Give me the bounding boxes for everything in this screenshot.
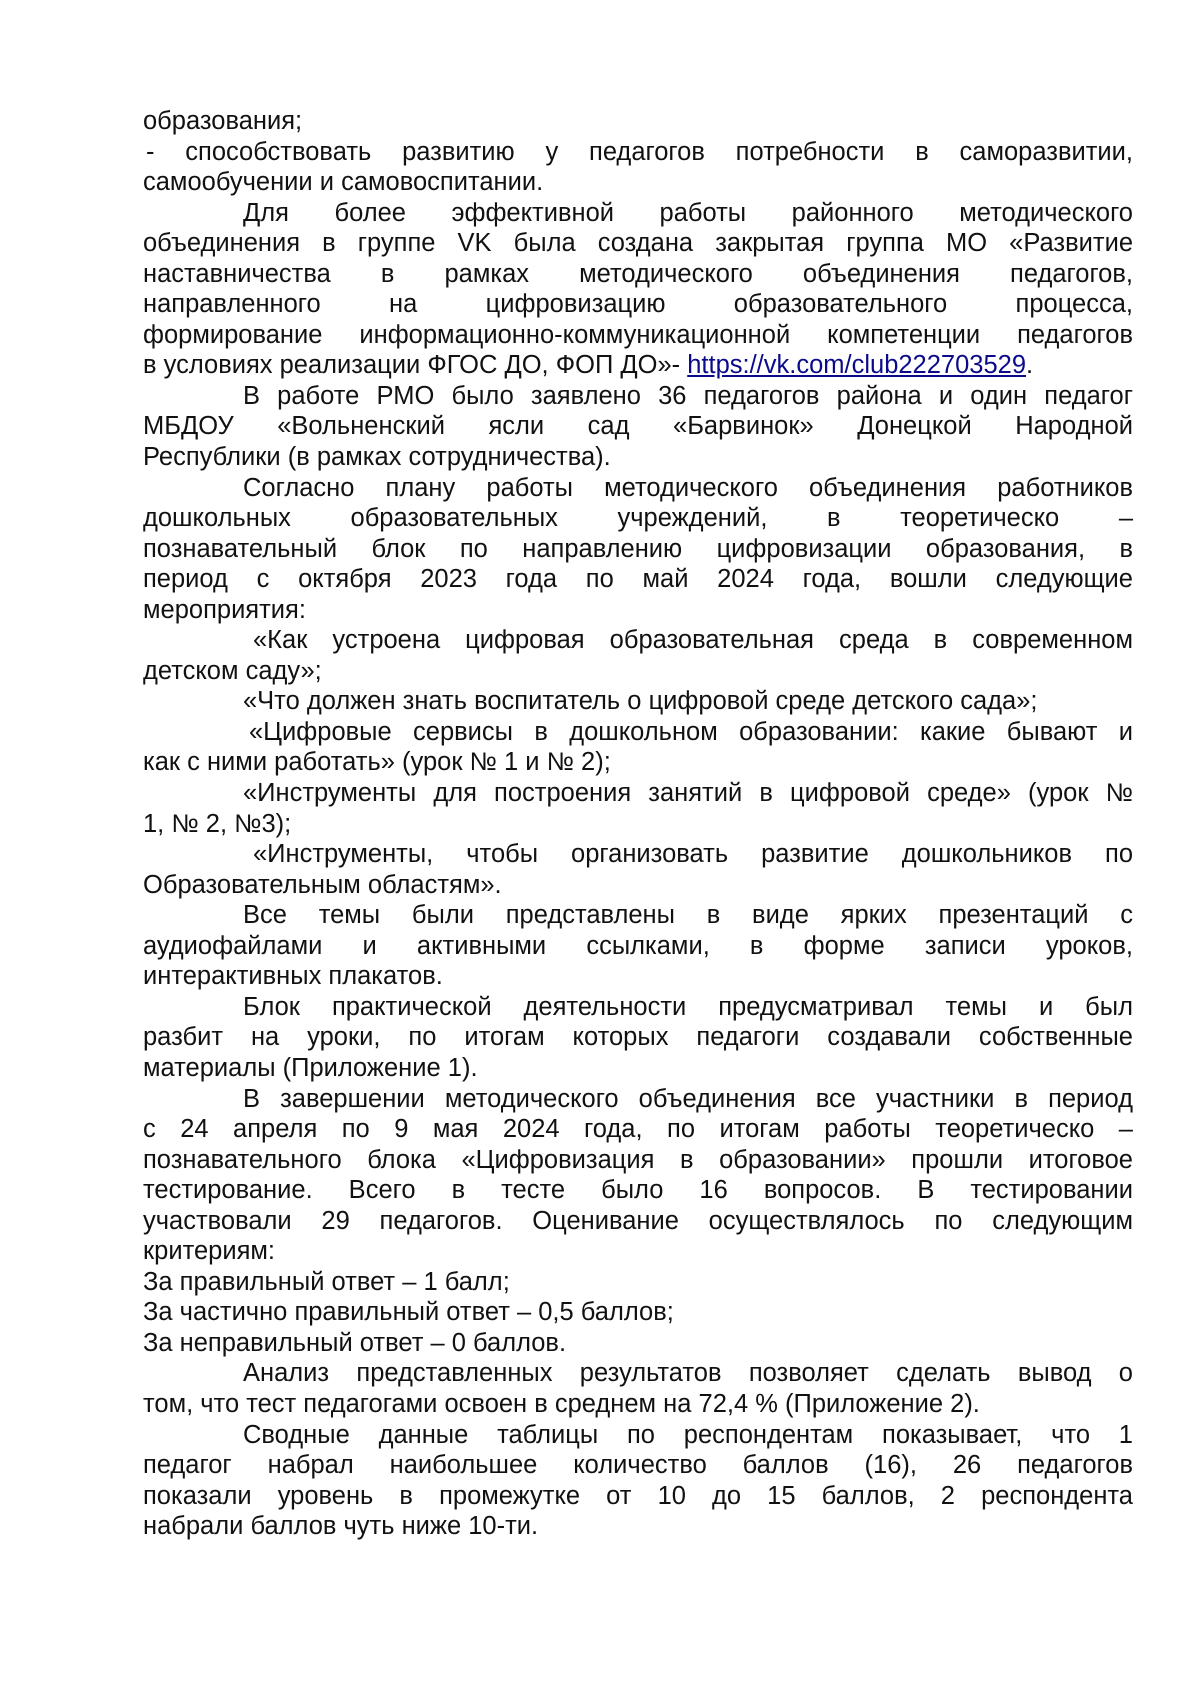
text-line: участвовали 29 педагогов. Оценивание осуществлялось по следующим bbox=[143, 1206, 1133, 1235]
paragraph-start-line: Блок практической деятельности предусматривал темы и был bbox=[243, 992, 1133, 1021]
text-line: 1, № 2, №3); bbox=[143, 809, 292, 838]
vk-group-link[interactable]: https://vk.com/club222703529 bbox=[687, 351, 1027, 380]
text-line: Образовательным областям». bbox=[143, 870, 502, 899]
text-line: критериям: bbox=[143, 1237, 276, 1266]
paragraph-start-line: Анализ представленных результатов позволяет сделать вывод о bbox=[243, 1359, 1133, 1388]
text-line: как с ними работать» (урок № 1 и № 2); bbox=[143, 748, 611, 777]
text-segment: в условиях реализации ФГОС ДО, ФОП ДО»- bbox=[143, 351, 688, 380]
text-line: с 24 апреля по 9 мая 2024 года, по итогам работы теоретическо – bbox=[143, 1115, 1133, 1144]
criteria-line: За неправильный ответ – 0 баллов. bbox=[143, 1328, 567, 1357]
text-line: самообучении и самовоспитании. bbox=[143, 168, 544, 197]
document-page bbox=[143, 106, 1133, 1542]
text-line: педагог набрал наибольшее количество баллов (16), 26 педагогов bbox=[143, 1451, 1133, 1480]
event-item-line: «Как устроена цифровая образовательная среда в современном bbox=[253, 626, 1133, 655]
period: . bbox=[1026, 351, 1034, 380]
paragraph-start-line: Для более эффективной работы районного методического bbox=[243, 198, 1133, 227]
text-line: МБДОУ «Вольненский ясли сад «Барвинок» Донецкой Народной bbox=[143, 412, 1133, 441]
text-line: наставничества в рамках методического объединения педагогов, bbox=[143, 259, 1133, 288]
paragraph-start-line: Все темы были представлены в виде ярких презентаций с bbox=[243, 901, 1133, 930]
text-line: показали уровень в промежутке от 10 до 15 баллов, 2 респондента bbox=[143, 1481, 1133, 1510]
paragraph-start-line: В работе РМО было заявлено 36 педагогов района и один педагог bbox=[243, 381, 1133, 410]
text-line: материалы (Приложение 1). bbox=[143, 1053, 478, 1082]
text-line: период с октября 2023 года по май 2024 года, вошли следующие bbox=[143, 565, 1133, 594]
text-line: направленного на цифровизацию образовательного процесса, bbox=[143, 290, 1133, 319]
text-line: разбит на уроки, по итогам которых педагоги создавали собственные bbox=[143, 1023, 1133, 1052]
paragraph-start-line: Согласно плану работы методического объединения работников bbox=[243, 473, 1133, 502]
event-item-line: «Инструменты, чтобы организовать развитие дошкольников по bbox=[253, 840, 1133, 869]
text-line: набрали баллов чуть ниже 10-ти. bbox=[143, 1512, 539, 1541]
link-line bbox=[143, 350, 1133, 381]
text-line: объединения в группе VK была создана закрытая группа МО «Развитие bbox=[143, 229, 1133, 258]
text-line: образования; bbox=[143, 107, 303, 135]
text-line: аудиофайлами и активными ссылками, в форме записи уроков, bbox=[143, 931, 1133, 960]
text-line: детском саду»; bbox=[143, 656, 322, 685]
text-line: тестирование. Всего в тесте было 16 вопросов. В тестировании bbox=[143, 1176, 1133, 1205]
criteria-line: За правильный ответ – 1 балл; bbox=[143, 1267, 510, 1296]
text-line: интерактивных плакатов. bbox=[143, 962, 443, 991]
text-line: том, что тест педагогами освоен в среднем на 72,4 % (Приложение 2). bbox=[143, 1389, 980, 1418]
event-item-line: «Цифровые сервисы в дошкольном образовании: какие бывают и bbox=[249, 717, 1133, 746]
text-line: познавательный блок по направлению цифровизации образования, в bbox=[143, 534, 1133, 563]
text-line: формирование информационно-коммуникационной компетенции педагогов bbox=[143, 320, 1133, 349]
text-line: познавательного блока «Цифровизация в образовании» прошли итоговое bbox=[143, 1145, 1133, 1174]
text-line: - способствовать развитию у педагогов потребности в саморазвитии, bbox=[146, 137, 1133, 166]
event-item-line: «Что должен знать воспитатель о цифровой среде детского сада»; bbox=[243, 687, 1038, 716]
paragraph-start-line: Сводные данные таблицы по респондентам показывает, что 1 bbox=[243, 1420, 1133, 1449]
text-line: Республики (в рамках сотрудничества). bbox=[143, 443, 611, 472]
text-line: дошкольных образовательных учреждений, в теоретическо – bbox=[143, 504, 1133, 533]
paragraph-start-line: В завершении методического объединения все участники в период bbox=[243, 1084, 1133, 1113]
event-item-line: «Инструменты для построения занятий в цифровой среде» (урок № bbox=[243, 779, 1133, 808]
criteria-line: За частично правильный ответ – 0,5 баллов; bbox=[143, 1298, 674, 1327]
text-line: мероприятия: bbox=[143, 595, 306, 624]
